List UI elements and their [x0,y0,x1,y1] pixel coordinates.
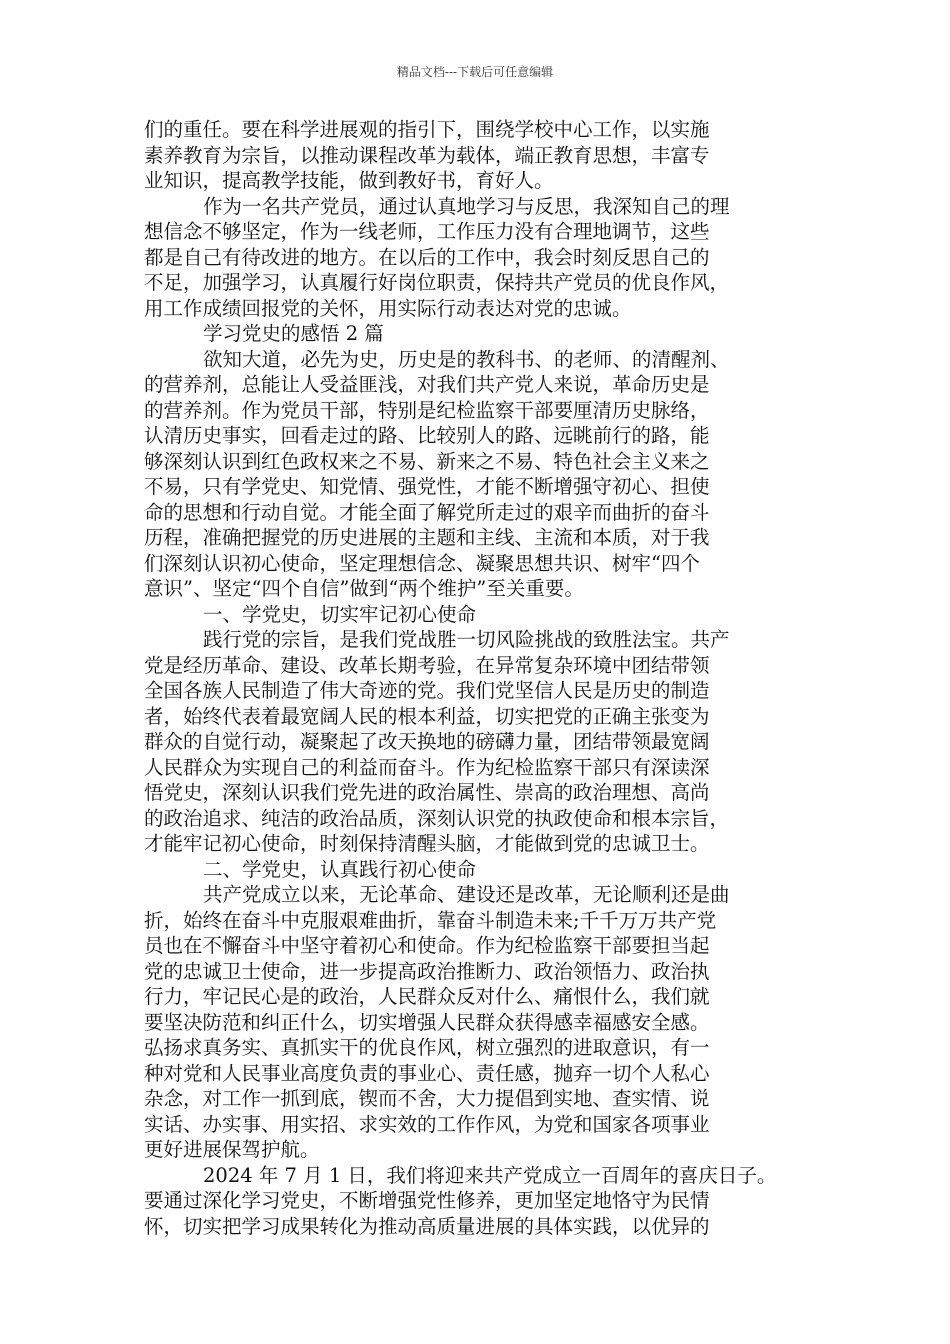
text-line: 才能牢记初心使命，时刻保持清醒头脑，才能做到党的忠诚卫士。 [144,832,710,855]
text-line: 认清历史事实，回看走过的路、比较别人的路、远眺前行的路，能 [144,424,710,447]
text-line: 不易，只有学党史、知党情、强党性，才能不断增强守初心、担使 [144,475,710,498]
text-line: 命的思想和行动自觉。才能全面了解党所走过的艰辛而曲折的奋斗 [144,500,710,524]
text-line: 的营养剂，总能让人受益匪浅，对我们共产党人来说，革命历史是 [144,373,710,396]
text-line: 要坚决防范和纠正什么，切实增强人民群众获得感幸福感安全感。 [144,1010,710,1034]
text-line: 党是经历革命、建设、改革长期考验，在异常复杂环境中团结带领 [144,653,710,677]
text-line: 共产党成立以来，无论革命、建设还是改革，无论顺利还是曲 [203,883,730,906]
text-line: 员也在不懈奋斗中坚守着初心和使命。作为纪检监察干部要担当起 [144,934,710,957]
text-line: 想信念不够坚定，作为一线老师，工作压力没有合理地调节，这些 [144,220,710,243]
text-line: 业知识，提高教学技能，做到教好书，育好人。 [144,169,554,192]
text-line: 更好进展保驾护航。 [144,1138,320,1161]
text-line: 杂念，对工作一抓到底，锲而不舍，大力提倡到实地、查实情、说 [144,1087,710,1110]
text-line: 素养教育为宗旨，以推动课程改革为载体，端正教育思想，丰富专 [144,143,710,167]
text-line: 一、学党史，切实牢记初心使命 [203,602,477,626]
text-line: 全国各族人民制造了伟大奇迹的党。我们党坚信人民是历史的制造 [144,679,710,702]
text-line: 怀，切实把学习成果转化为推动高质量进展的具体实践，以优异的 [144,1214,710,1238]
text-line: 都是自己有待改进的地方。在以后的工作中，我会时刻反思自己的 [144,245,710,269]
text-line: 党的忠诚卫士使命，进一步提高政治推断力、政治领悟力、政治执 [144,959,710,983]
text-line: 2024 年 7 月 1 日，我们将迎来共产党成立一百周年的喜庆日子。 [203,1163,777,1187]
text-line: 历程，准确把握党的历史进展的主题和主线、主流和本质，对于我 [144,526,710,549]
text-line: 够深刻认识到红色政权来之不易、新来之不易、特色社会主义来之 [144,449,710,473]
text-line: 人民群众为实现自己的利益而奋斗。作为纪检监察干部只有深读深 [144,755,710,779]
text-line: 悟党史，深刻认识我们党先进的政治属性、崇高的政治理想、高尚 [144,781,710,804]
text-line: 者，始终代表着最宽阔人民的根本利益，切实把党的正确主张变为 [144,704,710,728]
text-line: 实话、办实事、用实招、求实效的工作作风，为党和国家各项事业 [144,1112,710,1136]
text-line: 要通过深化学习党史，不断增强党性修养，更加坚定地恪守为民情 [144,1189,710,1212]
text-line: 弘扬求真务实、真抓实干的优良作风，树立强烈的进取意识，有一 [144,1036,710,1059]
text-line: 的营养剂。作为党员干部，特别是纪检监察干部要厘清历史脉络， [144,398,710,422]
text-line: 作为一名共产党员，通过认真地学习与反思，我深知自己的理 [203,194,730,218]
text-line: 行力，牢记民心是的政治，人民群众反对什么、痛恨什么，我们就 [144,985,710,1008]
text-line: 不足，加强学习，认真履行好岗位职责，保持共产党员的优良作风， [144,271,730,294]
text-line: 践行党的宗旨，是我们党战胜一切风险挑战的致胜法宝。共产 [203,628,730,651]
text-line: 欲知大道，必先为史，历史是的教科书、的老师、的清醒剂、 [203,347,730,371]
text-line: 们深刻认识初心使命，坚定理想信念、凝聚思想共识、树牢“四个 [144,551,700,575]
page-header: 精品文档---下载后可任意编辑 [396,65,554,79]
text-line: 群众的自觉行动，凝聚起了改天换地的磅礴力量，团结带领最宽阔 [144,730,710,753]
text-line: 二、学党史，认真践行初心使命 [203,857,477,881]
text-line: 种对党和人民事业高度负责的事业心、责任感，抛弃一切个人私心 [144,1061,710,1085]
text-line: 用工作成绩回报党的关怀，用实际行动表达对党的忠诚。 [144,296,632,320]
text-line: 的政治追求、纯洁的政治品质，深刻认识党的执政使命和根本宗旨， [144,806,730,830]
document-body [144,117,824,1239]
text-line: 学习党史的感悟 2 篇 [203,322,384,345]
text-line: 们的重任。要在科学进展观的指引下，围绕学校中心工作，以实施 [144,118,710,141]
text-line: 意识”、坚定“四个自信”做到“两个维护”至关重要。 [144,577,584,600]
text-line: 折，始终在奋斗中克服艰难曲折，靠奋斗制造未来;千千万万共产党 [144,908,717,932]
